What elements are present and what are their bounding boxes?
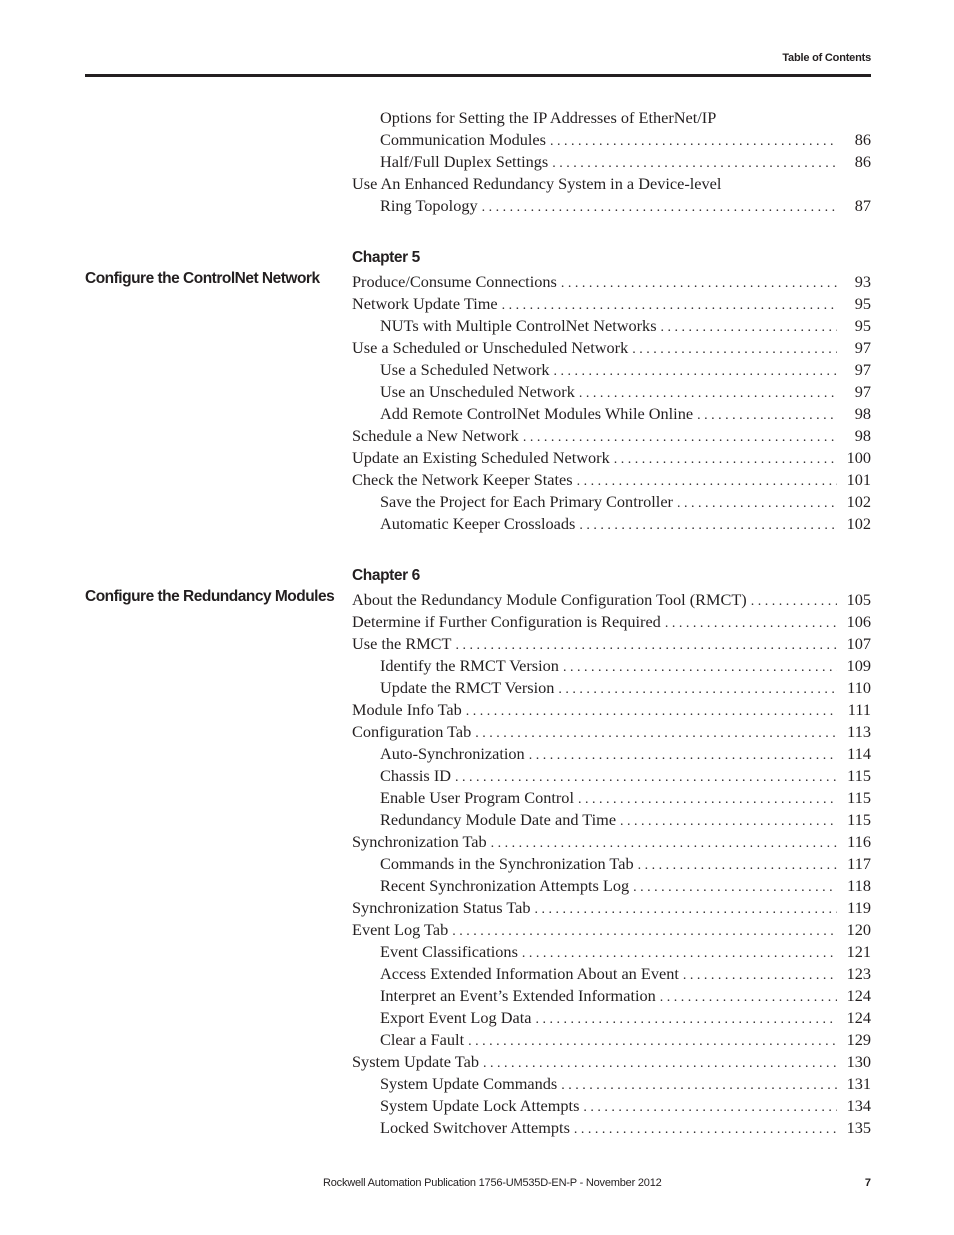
chapter-5-label: Chapter 5 — [352, 249, 420, 266]
toc-entry-title: Export Event Log Data — [380, 1008, 532, 1027]
toc-entry[interactable] — [352, 765, 871, 787]
toc-entry-title: Identify the RMCT Version — [380, 656, 559, 675]
toc-entry[interactable] — [352, 941, 871, 963]
toc-entry-title: Interpret an Event’s Extended Information — [380, 986, 656, 1005]
toc-entry[interactable] — [352, 853, 871, 875]
toc-entry[interactable] — [352, 743, 871, 765]
toc-entry[interactable] — [352, 337, 871, 359]
toc-entry-page: 119 — [847, 898, 871, 917]
toc-entry[interactable] — [352, 491, 871, 513]
toc-entry[interactable] — [352, 1073, 871, 1095]
dot-leader — [660, 987, 837, 1009]
toc-entry-page: 95 — [854, 316, 871, 335]
toc-entry-title: Ring Topology — [380, 196, 478, 215]
dot-leader — [552, 153, 837, 175]
dot-leader — [455, 767, 837, 789]
dot-leader — [683, 965, 837, 987]
toc-entry-page: 97 — [854, 360, 871, 379]
toc-entry[interactable] — [352, 513, 871, 535]
dot-leader — [468, 1031, 837, 1053]
toc-entry[interactable] — [352, 315, 871, 337]
toc-entry-page: 124 — [846, 1008, 871, 1027]
toc-entry-page: 115 — [847, 766, 871, 785]
toc-entry-title: Determine if Further Configuration is Required — [352, 612, 661, 631]
chapter-spacer — [352, 217, 871, 244]
toc-entry-page: 105 — [846, 590, 871, 609]
toc-entry[interactable] — [352, 359, 871, 381]
dot-leader — [697, 405, 837, 427]
toc-entry-page: 98 — [854, 404, 871, 423]
toc-entry-title: Check the Network Keeper States — [352, 470, 573, 489]
toc-entry-title: About the Redundancy Module Configuration Tool (RMCT) — [352, 590, 747, 609]
toc-entry-page: 102 — [846, 492, 871, 511]
toc-entry-page: 110 — [847, 678, 871, 697]
dot-leader — [523, 427, 837, 449]
dot-leader — [491, 833, 837, 855]
dot-leader — [475, 723, 837, 745]
toc-entry-title: Event Classifications — [380, 942, 518, 961]
toc-entry[interactable] — [352, 611, 871, 633]
chapter-spacer — [352, 535, 871, 562]
toc-entry[interactable] — [352, 293, 871, 315]
toc-entry-title: Save the Project for Each Primary Controller — [380, 492, 673, 511]
toc-entry[interactable] — [352, 589, 871, 611]
toc-entry-page: 86 — [854, 130, 871, 149]
toc-entry[interactable] — [352, 699, 871, 721]
toc-entry-page: 117 — [847, 854, 871, 873]
dot-leader — [583, 1097, 837, 1119]
dot-leader — [558, 679, 837, 701]
toc-entry-title: System Update Commands — [380, 1074, 558, 1093]
page-number: 7 — [864, 1177, 871, 1189]
toc-entry-wrapped-line: Use An Enhanced Redundancy System in a Device-level — [352, 174, 722, 193]
toc-entry-title: Synchronization Tab — [352, 832, 487, 851]
toc-entry-title: System Update Lock Attempts — [380, 1096, 580, 1115]
dot-leader — [633, 877, 837, 899]
toc-entry-title: Redundancy Module Date and Time — [380, 810, 617, 829]
toc-entry[interactable] — [352, 1117, 871, 1139]
toc-entry-page: 97 — [854, 382, 871, 401]
toc-entry-title: Automatic Keeper Crossloads — [380, 514, 576, 533]
toc-entry[interactable] — [352, 633, 871, 655]
toc-entry-title: Event Log Tab — [352, 920, 449, 939]
toc-entry[interactable] — [352, 677, 871, 699]
toc-entry-title: Module Info Tab — [352, 700, 462, 719]
toc-entry-title: Recent Synchronization Attempts Log — [380, 876, 630, 895]
chapter-5-entries — [352, 271, 871, 535]
toc-entry[interactable] — [352, 809, 871, 831]
toc-entry-page: 121 — [846, 942, 871, 961]
toc-entry-title: System Update Tab — [352, 1052, 479, 1071]
toc-entry[interactable] — [352, 831, 871, 853]
toc-entry[interactable] — [352, 151, 871, 173]
toc-entry-page: 134 — [846, 1096, 871, 1115]
toc-entry-page: 102 — [846, 514, 871, 533]
dot-leader — [579, 383, 837, 405]
toc-entry[interactable] — [352, 1007, 871, 1029]
running-header: Table of Contents — [782, 52, 871, 64]
toc-entry-title: Locked Switchover Attempts — [380, 1118, 570, 1137]
dot-leader — [579, 515, 837, 537]
toc-entry-title: Produce/Consume Connections — [352, 272, 557, 291]
toc-entry-title: Commands in the Synchronization Tab — [380, 854, 634, 873]
dot-leader — [561, 1075, 837, 1097]
toc-entry[interactable] — [352, 721, 871, 743]
toc-entry-title: Communication Modules — [380, 130, 546, 149]
toc-entry[interactable] — [352, 1029, 871, 1051]
toc-entry-page: 100 — [846, 448, 871, 467]
toc-entry-page: 97 — [854, 338, 871, 357]
toc-entry-page: 124 — [846, 986, 871, 1005]
dot-leader — [578, 789, 837, 811]
toc-entry-title: Use an Unscheduled Network — [380, 382, 575, 401]
dot-leader — [677, 493, 837, 515]
toc-entry-page: 120 — [846, 920, 871, 939]
dot-leader — [452, 921, 837, 943]
toc-entry-title: Use a Scheduled or Unscheduled Network — [352, 338, 629, 357]
toc-entry-page: 123 — [846, 964, 871, 983]
toc-entry-title: Network Update Time — [352, 294, 498, 313]
toc-entry-title: Enable User Program Control — [380, 788, 574, 807]
dot-leader — [482, 197, 837, 219]
toc-entry[interactable] — [352, 195, 871, 217]
toc-entry[interactable] — [352, 787, 871, 809]
toc-entry-page: 114 — [847, 744, 871, 763]
toc-entry-page: 115 — [847, 788, 871, 807]
header-rule — [85, 74, 871, 77]
dot-leader — [483, 1053, 837, 1075]
dot-leader — [502, 295, 837, 317]
dot-leader — [466, 701, 837, 723]
dot-leader — [456, 635, 838, 657]
dot-leader — [661, 317, 837, 339]
toc-entry-wrapped-line: Options for Setting the IP Addresses of EtherNet/IP — [380, 108, 717, 127]
toc-entry[interactable] — [352, 129, 871, 151]
toc-entry-page: 107 — [846, 634, 871, 653]
toc-entry[interactable] — [352, 919, 871, 941]
publication-info: Rockwell Automation Publication 1756-UM535D-EN-P - November 2012 — [323, 1177, 662, 1189]
toc-entry-page: 87 — [854, 196, 871, 215]
toc-entry-title: Chassis ID — [380, 766, 452, 785]
dot-leader — [665, 613, 837, 635]
toc-entry-page: 115 — [847, 810, 871, 829]
toc-entry[interactable] — [352, 425, 871, 447]
toc-entry[interactable] — [352, 381, 871, 403]
toc-entry[interactable] — [352, 1095, 871, 1117]
toc-entry-page: 109 — [846, 656, 871, 675]
toc-entry[interactable] — [352, 655, 871, 677]
toc-entry-page: 118 — [847, 876, 871, 895]
toc-entry-title: Use the RMCT — [352, 634, 452, 653]
toc-entry[interactable] — [352, 985, 871, 1007]
toc-entry[interactable] — [352, 875, 871, 897]
toc-entry-title: Auto-Synchronization — [380, 744, 525, 763]
toc-entry[interactable] — [352, 469, 871, 491]
section-title-redundancy-modules: Configure the Redundancy Modules — [85, 588, 335, 605]
dot-leader — [554, 361, 837, 383]
table-of-contents — [352, 107, 871, 1139]
dot-leader — [574, 1119, 837, 1141]
toc-entry[interactable] — [352, 403, 871, 425]
toc-entry-title: Clear a Fault — [380, 1030, 465, 1049]
toc-entry-page: 95 — [854, 294, 871, 313]
toc-entry-page: 135 — [846, 1118, 871, 1137]
toc-entry[interactable] — [352, 447, 871, 469]
dot-leader — [614, 449, 837, 471]
toc-entry-page: 86 — [854, 152, 871, 171]
toc-entry-title: NUTs with Multiple ControlNet Networks — [380, 316, 657, 335]
dot-leader — [535, 899, 837, 921]
toc-entry-title: Half/Full Duplex Settings — [380, 152, 549, 171]
dot-leader — [563, 657, 837, 679]
toc-entry-page: 111 — [847, 700, 871, 719]
dot-leader — [751, 591, 837, 613]
toc-entry-page: 113 — [847, 722, 871, 741]
toc-entry-title: Synchronization Status Tab — [352, 898, 531, 917]
toc-entry-page: 98 — [854, 426, 871, 445]
dot-leader — [638, 855, 837, 877]
chapter-6-entries — [352, 589, 871, 1139]
toc-entry[interactable] — [352, 271, 871, 293]
toc-entry-page: 116 — [847, 832, 871, 851]
chapter-6-label: Chapter 6 — [352, 567, 420, 584]
dot-leader — [535, 1009, 837, 1031]
toc-entry-page: 131 — [846, 1074, 871, 1093]
dot-leader — [522, 943, 837, 965]
dot-leader — [577, 471, 837, 493]
dot-leader — [561, 273, 837, 295]
toc-entry-page: 129 — [846, 1030, 871, 1049]
toc-entry[interactable] — [352, 963, 871, 985]
section-title-controlnet: Configure the ControlNet Network — [85, 270, 320, 287]
toc-entry[interactable] — [352, 1051, 871, 1073]
dot-leader — [620, 811, 837, 833]
toc-entry-page: 101 — [846, 470, 871, 489]
toc-entry-title: Update an Existing Scheduled Network — [352, 448, 610, 467]
toc-entry-title: Use a Scheduled Network — [380, 360, 550, 379]
toc-entry-page: 106 — [846, 612, 871, 631]
toc-entry-title: Update the RMCT Version — [380, 678, 555, 697]
dot-leader — [550, 131, 837, 153]
dot-leader — [632, 339, 837, 361]
dot-leader — [529, 745, 837, 767]
toc-entry-title: Add Remote ControlNet Modules While Online — [380, 404, 694, 423]
toc-entry-title: Configuration Tab — [352, 722, 472, 741]
toc-entry[interactable] — [352, 897, 871, 919]
toc-entry-page: 93 — [854, 272, 871, 291]
toc-entry-page: 130 — [846, 1052, 871, 1071]
toc-entry-title: Schedule a New Network — [352, 426, 519, 445]
toc-entry-title: Access Extended Information About an Event — [380, 964, 679, 983]
